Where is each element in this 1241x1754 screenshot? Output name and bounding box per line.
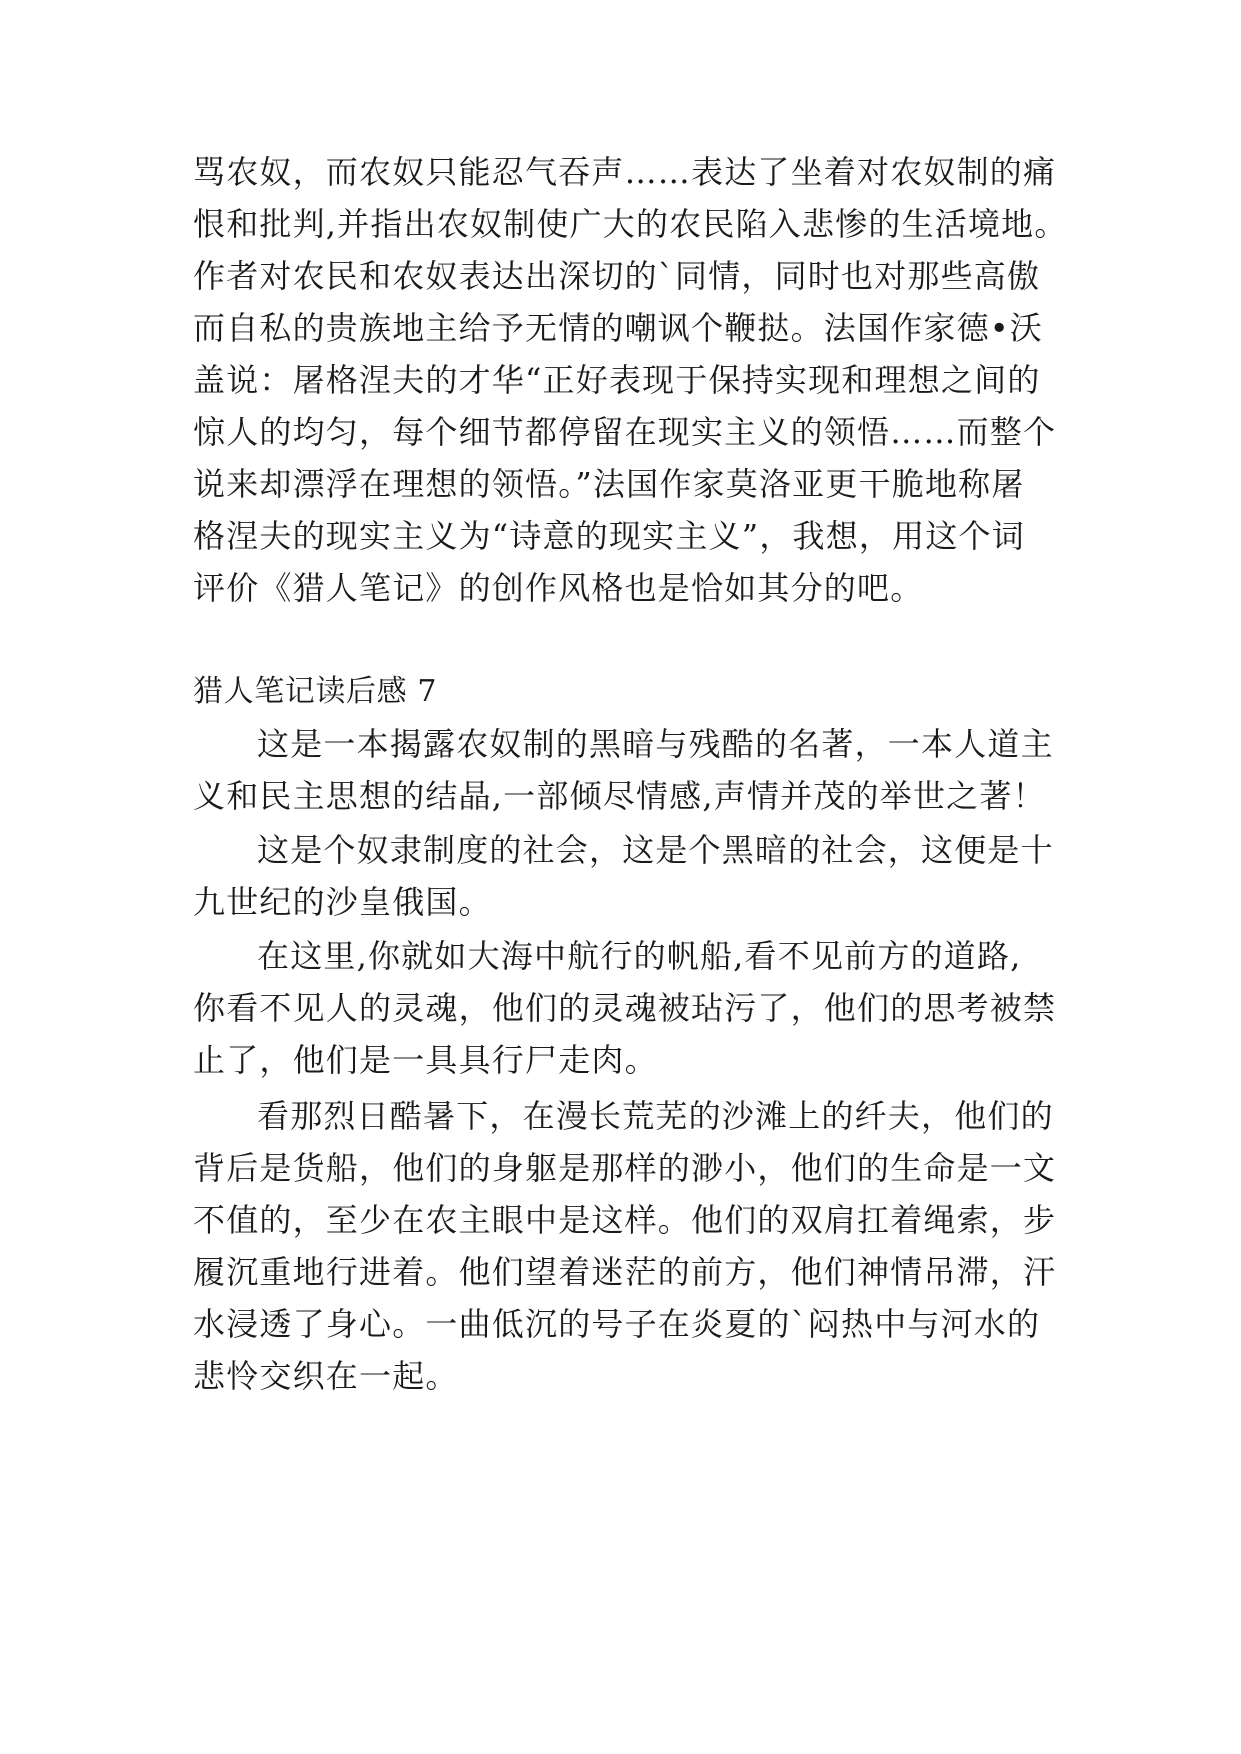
- text-line: 恨和批判,并指出农奴制使广大的农民陷入悲惨的生活境地。: [193, 205, 1068, 243]
- paragraph-first-line: 在这里,你就如大海中航行的帆船,看不见前方的道路,: [257, 937, 1022, 975]
- text-line: 惊人的均匀，每个细节都停留在现实主义的领悟……而整个: [193, 413, 1057, 451]
- text-line: 水浸透了身心。一曲低沉的号子在炎夏的`闷热中与河水的: [193, 1305, 1041, 1343]
- paragraph-first-line: 看那烈日酷暑下，在漫长荒芜的沙滩上的纤夫，他们的: [257, 1097, 1054, 1135]
- text-line: 履沉重地行进着。他们望着迷茫的前方，他们神情吊滞，汗: [193, 1253, 1057, 1291]
- section-title: 猎人笔记读后感 7: [193, 674, 438, 709]
- text-line: 不值的，至少在农主眼中是这样。他们的双肩扛着绳索，步: [193, 1201, 1057, 1239]
- text-line: 你看不见人的灵魂，他们的灵魂被玷污了，他们的思考被禁: [193, 989, 1057, 1027]
- text-line: 说来却漂浮在理想的领悟。”法国作家莫洛亚更干脆地称屠: [193, 465, 1025, 503]
- text-line: 格涅夫的现实主义为“诗意的现实主义”，我想，用这个词: [193, 517, 1025, 555]
- text-line: 义和民主思想的结晶,一部倾尽情感,声情并茂的举世之著！: [193, 777, 1046, 815]
- text-line: 骂农奴，而农奴只能忍气吞声……表达了坐着对农奴制的痛: [193, 153, 1057, 191]
- text-line: 九世纪的沙皇俄国。: [193, 883, 492, 921]
- text-line: 背后是货船，他们的身躯是那样的渺小，他们的生命是一文: [193, 1149, 1057, 1187]
- text-line: 盖说：屠格涅夫的才华“正好表现于保持实现和理想之间的: [193, 361, 1041, 399]
- text-line: 而自私的贵族地主给予无情的嘲讽个鞭挞。法国作家德•沃: [193, 309, 1044, 347]
- text-line: 悲怜交织在一起。: [193, 1357, 459, 1395]
- text-line: 止了，他们是一具具行尸走肉。: [193, 1041, 658, 1079]
- text-line: 评价《猎人笔记》的创作风格也是恰如其分的吧。: [193, 569, 924, 607]
- text-line: 作者对农民和农奴表达出深切的`同情，同时也对那些高傲: [193, 257, 1041, 295]
- paragraph-first-line: 这是个奴隶制度的社会，这是个黑暗的社会，这便是十: [257, 831, 1054, 869]
- paragraph-first-line: 这是一本揭露农奴制的黑暗与残酷的名著，一本人道主: [257, 725, 1054, 763]
